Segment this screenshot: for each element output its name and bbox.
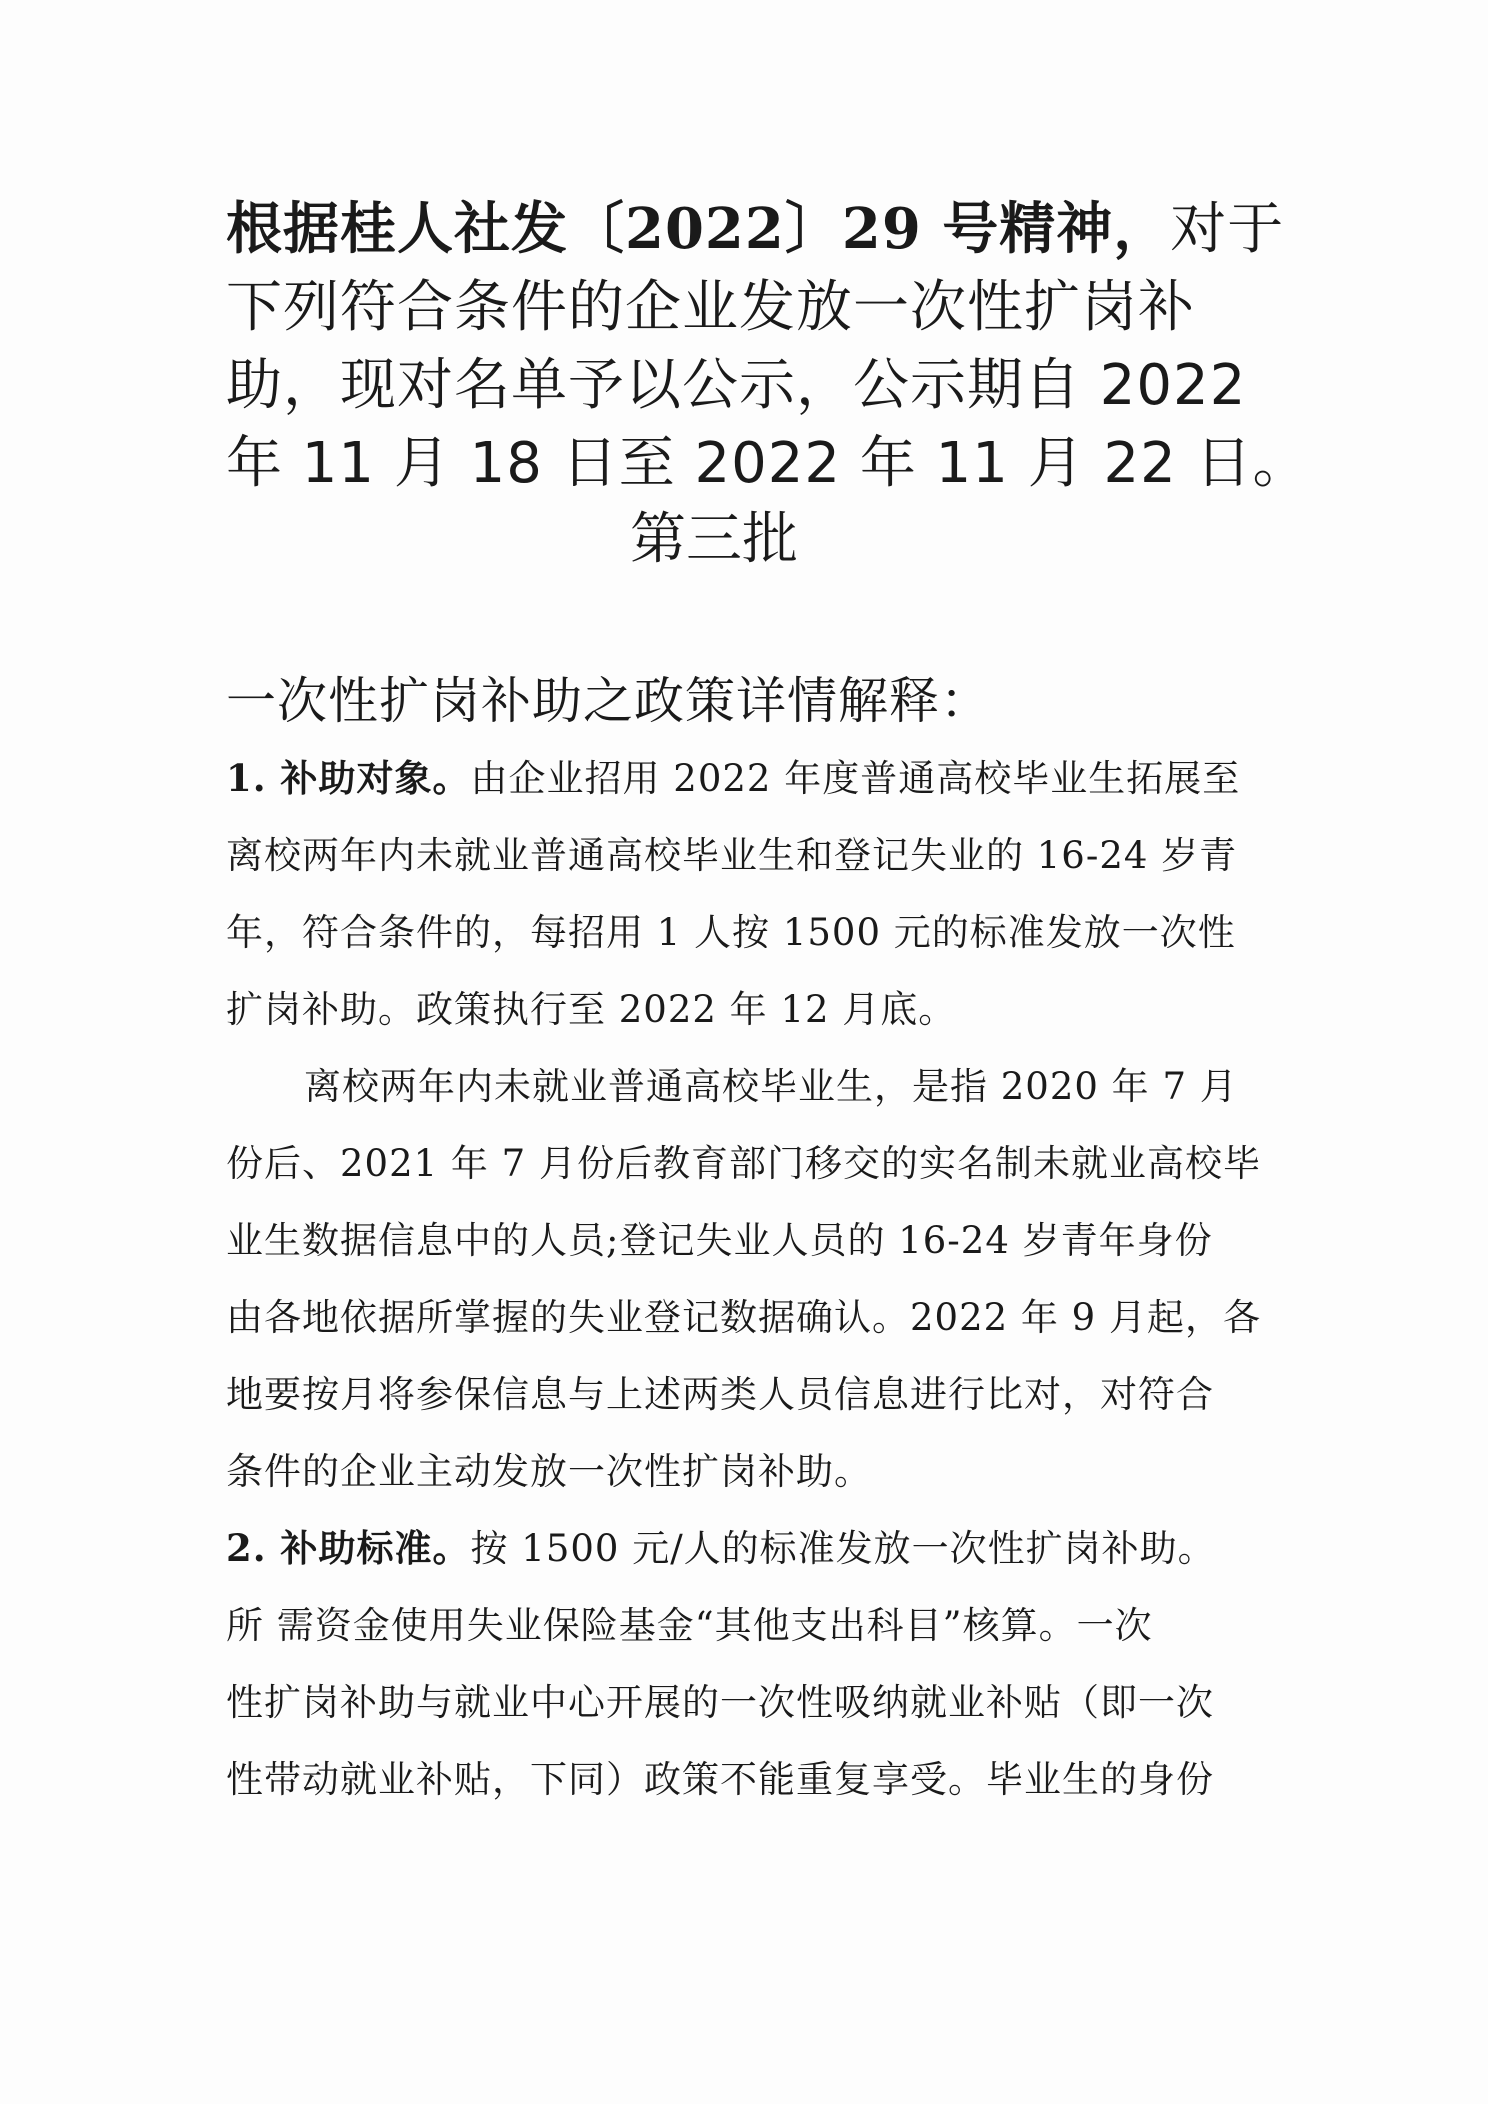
policy-item-1-line: 离校两年内未就业普通高校毕业生和登记失业的 16-24 岁青 [226,834,1238,877]
policy-paragraph-2-line: 由各地依据所掌握的失业登记数据确认。2022 年 9 月起，各 [226,1296,1261,1339]
policy-paragraph-2-line: 条件的企业主动发放一次性扩岗补助。 [226,1450,872,1493]
notice-line-1-rest: 对于 [1170,197,1285,262]
policy-item-2 [226,1510,1266,1818]
notice-header [226,190,1310,503]
policy-item-2-line: 2. 补助标准。按 1500 元/人的标准发放一次性扩岗补助。 [226,1526,1216,1570]
policy-paragraph-2-line: 业生数据信息中的人员;登记失业人员的 16-24 岁青年身份 [226,1219,1213,1262]
policy-item-1 [226,740,1266,1048]
notice-line-1 [226,190,1285,269]
notice-line-4: 年 11 月 18 日至 2022 年 11 月 22 日。 [226,431,1310,496]
notice-line-2: 下列符合条件的企业发放一次性扩岗补 [226,275,1195,340]
policy-item-2-line: 所 需资金使用失业保险基金“其他支出科目”核算。一次 [226,1604,1153,1647]
policy-item-1-line: 扩岗补助。政策执行至 2022 年 12 月底。 [226,988,957,1031]
notice-line-3: 助，现对名单予以公示，公示期自 2022 [226,353,1247,418]
policy-paragraph-2-line: 离校两年内未就业普通高校毕业生，是指 2020 年 7 月 [304,1065,1238,1108]
policy-paragraph-2 [226,1048,1266,1510]
batch-label-row [0,505,1488,575]
policy-item-1-heading: 1. 补助对象。 [226,756,471,800]
policy-item-1-line: 年，符合条件的，每招用 1 人按 1500 元的标准发放一次性 [226,911,1236,954]
policy-paragraph-2-line: 份后、2021 年 7 月份后教育部门移交的实名制未就业高校毕 [226,1142,1261,1185]
policy-item-2-heading: 2. 补助标准。 [226,1526,471,1570]
notice-basis: 根据桂人社发〔2022〕29 号精神， [226,196,1171,262]
policy-item-2-line: 性带动就业补贴，下同）政策不能重复享受。毕业生的身份 [226,1758,1214,1801]
policy-title: 一次性扩岗补助之政策详情解释： [226,672,991,730]
policy-item-1-line: 1. 补助对象。由企业招用 2022 年度普通高校毕业生拓展至 [226,756,1241,800]
batch-label: 第三批 [630,507,798,572]
policy-paragraph-2-line: 地要按月将参保信息与上述两类人员信息进行比对，对符合 [226,1373,1214,1416]
policy-item-2-line: 性扩岗补助与就业中心开展的一次性吸纳就业补贴（即一次 [226,1681,1214,1724]
